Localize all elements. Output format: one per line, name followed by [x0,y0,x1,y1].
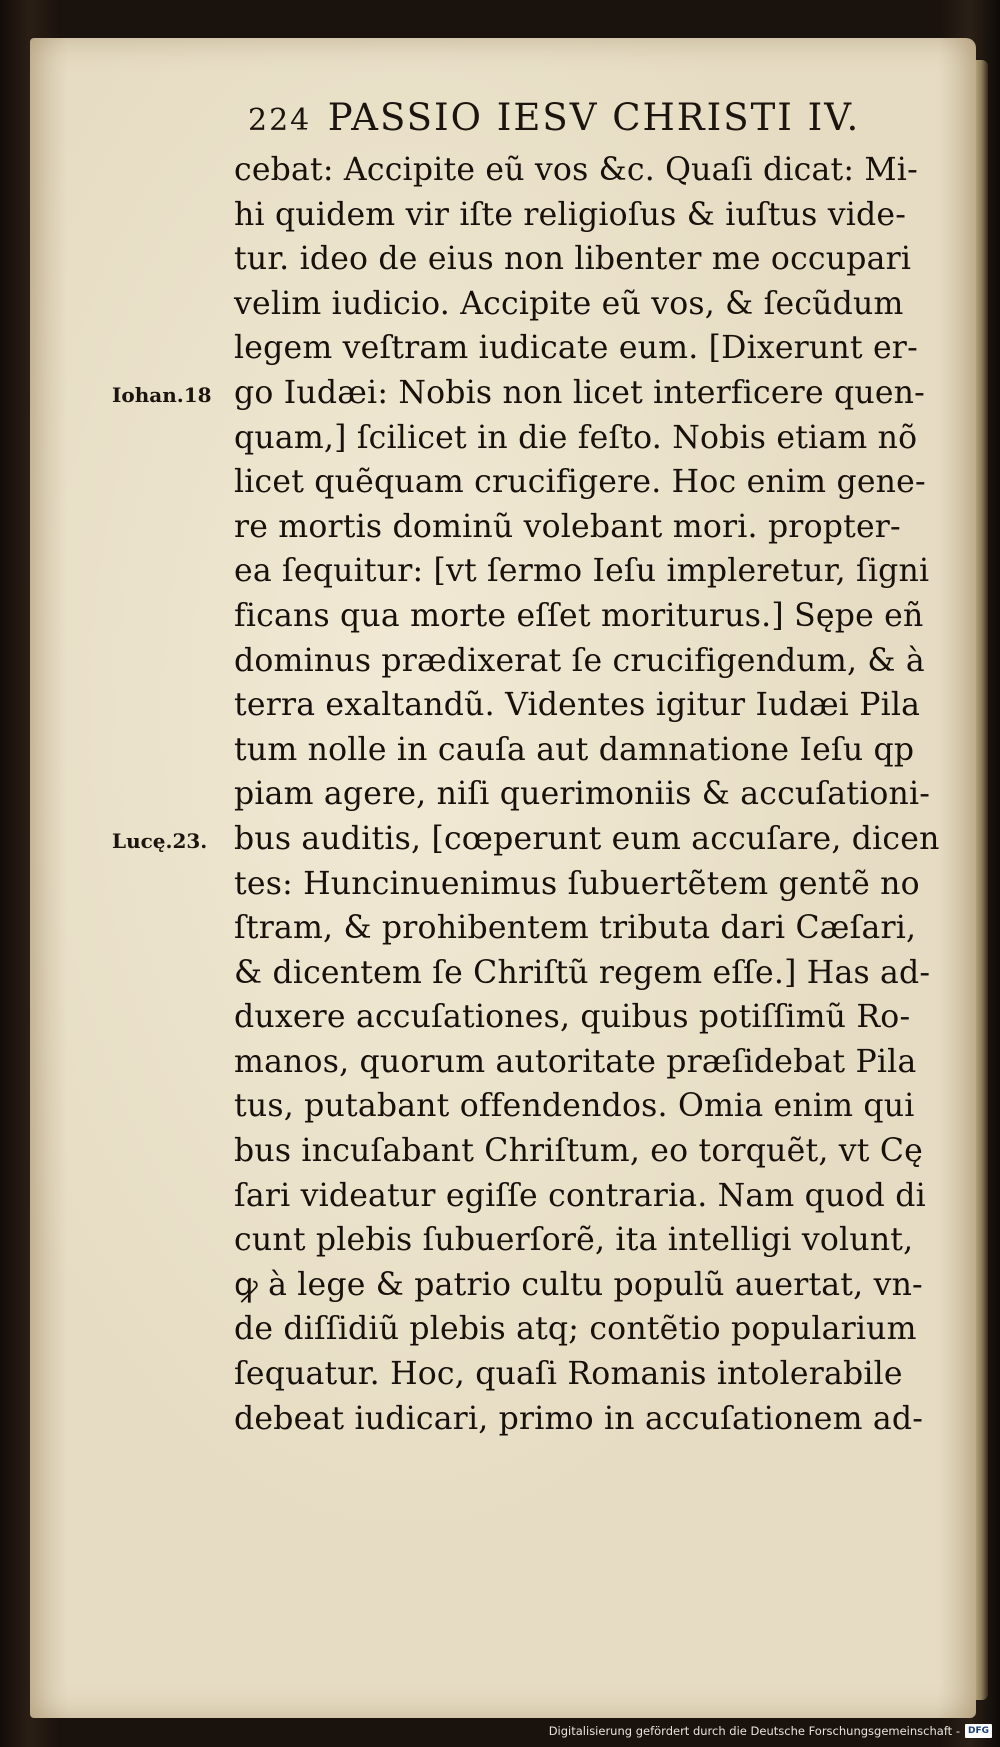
text-line: licet quẽquam crucifigere. Hoc enim gene- [234,464,926,501]
text-line: legem veſtram iudicate eum. [Dixerunt er- [234,330,918,367]
margin-note-luke: Lucę.23. [112,829,208,853]
text-line: velim iudicio. Accipite eũ vos, & ſecũdum [234,285,904,322]
page-number: 224 [248,103,312,138]
text-line: bus incuſabant Chriſtum, eo torquẽt, vt Cę [234,1133,923,1170]
text-line: bus auditis, [cœperunt eum accuſare, dicen [234,820,940,857]
text-line: terra exaltandũ. Videntes igitur Iudæi Pila [234,687,921,724]
text-line: ficans qua morte eſſet moriturus.] Sępe eñ [234,597,924,634]
text-line: hi quidem vir iſte religioſus & iuſtus vide- [234,196,907,233]
text-line: tur. ideo de eius non libenter me occupari [234,241,912,278]
text-line: cebat: Accipite eũ vos &c. Quaſi dicat: Mi- [234,152,918,188]
dfg-logo-icon: DFG [965,1724,992,1738]
footer-credit: Digitalisierung gefördert durch die Deutsche Forschungsgemeinschaft - [548,1724,960,1738]
running-header [248,96,928,146]
text-line: ſtram, & prohibentem tributa dari Cæſari, [234,910,917,947]
text-line: manos, quorum autoritate præſidebat Pila [234,1043,917,1080]
text-line: cunt plebis ſubuerſorẽ, ita intelligi volunt, [234,1222,914,1259]
text-line: tum nolle in cauſa aut damnatione Ieſu qp [234,731,915,768]
text-line: debeat iudicari, primo in accuſationem ad- [234,1400,924,1437]
text-line: tus, putabant offendendos. Omia enim qui [234,1088,915,1125]
text-line: & dicentem ſe Chriſtũ regem eſſe.] Has ad- [234,954,931,991]
body-text [234,148,940,1441]
text-line: re mortis dominũ volebant mori. propter- [234,508,901,545]
text-line: ſari videatur egiſſe contraria. Nam quod di [234,1177,926,1214]
text-line: duxere accuſationes, quibus potiſſimũ Ro- [234,999,911,1036]
text-line: quam,] ſcilicet in die feſto. Nobis etiam nõ [234,419,918,456]
text-line: ſequatur. Hoc, quaſi Romanis intolerabile [234,1356,903,1393]
running-title: PASSIO IESV CHRISTI IV. [327,96,861,139]
text-line: go Iudæi: Nobis non licet interficere quen- [234,374,926,411]
digitization-footer [549,1721,992,1741]
text-line: ea ſequitur: [vt ſermo Ieſu impleretur, ſigni [234,553,930,590]
text-line: tes: Huncinuenimus ſubuertẽtem gentẽ no [234,865,920,902]
text-line: dominus prædixerat ſe crucifigendum, & à [234,642,925,679]
text-line: de diſſidiũ plebis atq; contẽtio popularium [234,1311,917,1348]
margin-note-john: Iohan.18 [112,383,212,407]
text-line: ꝙ à lege & patrio cultu populũ auertat, vn- [234,1266,923,1303]
text-line: piam agere, niſi querimoniis & accuſationi- [234,776,931,813]
